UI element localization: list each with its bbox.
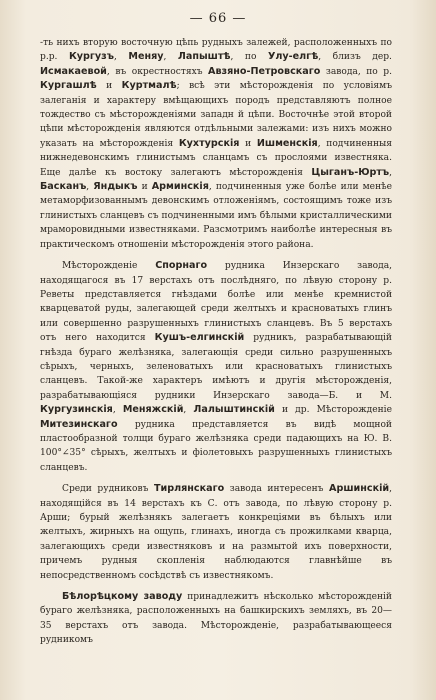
bold-place-name: Кургузинскія — [40, 404, 113, 416]
bold-place-name: Меняжскій — [122, 404, 184, 416]
text-run: , — [183, 405, 194, 416]
bold-place-name: Авзяно-Петровскаго — [208, 65, 321, 77]
bold-place-name: Кургашлѣ — [40, 80, 97, 92]
bold-place-name: Цыганъ-Юртъ — [311, 166, 390, 178]
text-run: , подчиненныя уже болѣе или менѣе метаморфизованнымъ девонскимъ отложеніямъ, состоящимъ тоже изъ глинистыхъ сланцевъ съ подчиненными имъ бѣлыми кристаллическими мраморовидными известняками. Разсмотримъ наиболѣе интересныя въ практическомъ отношеніи мѣсторожденія этого района. — [40, 182, 392, 250]
text-run: и — [137, 182, 152, 193]
paragraph-4 — [40, 590, 392, 648]
text-run: принадлежитъ нѣсколько мѣсторожденій бураго желѣзняка, расположенныхъ на башкирскихъ земляхъ, въ 20—35 верстахъ отъ завода. Мѣсторожденіе, разрабатывающееся рудникомъ — [40, 592, 392, 646]
bold-place-name: Исмакаевой — [40, 65, 107, 77]
text-run: , подчиненныя нижнедевонскимъ глинистымъ сланцамъ съ прослоями известняка. Еще далѣе къ востоку залегаютъ мѣсторожденія — [40, 138, 393, 178]
text-run: и — [96, 81, 122, 92]
bold-place-name: Кургузъ — [68, 51, 114, 63]
bold-place-name: Яндыкъ — [93, 181, 138, 193]
text-run: , въ окрестностяхъ — [106, 66, 209, 77]
text-run: рудникъ, разрабатывающій гнѣзда бураго желѣзняка, залегающія среди сильно разрушенныхъ сѣрыхъ, черныхъ, зеленоватыхъ или красноватыхъ глинистыхъ сланцевъ. Такой-же характеръ имѣютъ и другія мѣсторожденія, разрабатывающіяся рудники Инзерскаго завода—Б. и М. — [40, 333, 392, 401]
bold-place-name: Кухтурскія — [178, 137, 240, 149]
bold-place-name: Куртмалѣ — [121, 80, 177, 92]
text-run: завода, по р. — [320, 66, 392, 77]
text-run: , по — [230, 52, 268, 63]
text-run: , близъ дер. — [318, 52, 392, 63]
paragraph-2 — [40, 259, 392, 475]
text-run: , находящійся въ 14 верстахъ къ С. отъ завода, по лѣвую сторону р. Арши; бурый желѣзнякъ залегаетъ конкреціями въ бѣлыхъ или желтыхъ, жирныхъ на ощупь, глинахъ, иногда съ прожилками кварца, залегающихъ среди известняковъ и на размытой ихъ поверхности, причемъ рудныя скопленія наблюдаются главнѣйше въ непосредственномъ сосѣдствѣ съ известнякомъ. — [40, 484, 392, 581]
bold-place-name: Меняу — [128, 51, 164, 63]
page-number: — 66 — — [189, 11, 247, 26]
bold-place-name: Ишменскія — [256, 137, 318, 149]
text-run: рудника Инзерскаго завода, находящагося въ 17 верстахъ отъ послѣдняго, по лѣвую сторону р. Реветы представляется гнѣздами болѣе или менѣе кремнистой кварцеватой руды, залегающей среди желтыхъ и красноватыхъ глинъ или совершенно разрушенныхъ глинистыхъ сланцевъ. Въ 5 верстахъ отъ него находится — [40, 261, 393, 344]
text-run: Мѣсторожденіе — [62, 261, 156, 272]
text-run: , — [112, 405, 123, 416]
bold-place-name: Спорнаго — [155, 260, 208, 272]
text-run: завода интересенъ — [224, 484, 330, 495]
text-run: и др. Мѣсторожденіе — [274, 405, 392, 416]
text-run: и — [239, 138, 257, 149]
text-run: ; всѣ эти мѣсторожденія по условіямъ залеганія и характеру вмѣщающихъ породъ представляютъ полное тождество съ мѣсторожденіями западн й цѣпи. Восточнѣе этой второй цѣпи мѣсторожденія являются отдѣльными залежами: изъ нихъ можно указать на мѣсторожденія — [40, 81, 392, 149]
bold-place-name: Улу-елгѣ — [267, 51, 319, 63]
text-run: рудника представляется въ видѣ мощной пластообразной толщи бураго желѣзняка среди падающихъ на Ю. В. 100°∠35° сѣрыхъ, желтыхъ и фіолетовыхъ разрушенныхъ глинистыхъ сланцевъ. — [40, 419, 392, 473]
text-run: , — [389, 167, 392, 178]
bold-place-name: Тирлянскаго — [153, 483, 225, 495]
bold-place-name: Бѣлорѣцкому заводу — [62, 591, 183, 603]
text-run: , — [163, 52, 178, 63]
bold-place-name: Лалыштинскій — [193, 404, 275, 416]
text-run: , — [113, 52, 129, 63]
text-run: -ть нихъ вторую восточную цѣпь рудныхъ залежей, расположенныхъ по р.р. — [40, 38, 392, 63]
bold-place-name: Кушъ-елгинскій — [154, 332, 245, 344]
bold-place-name: Аршинскій — [329, 483, 390, 495]
bold-place-name: Басканъ — [40, 181, 87, 193]
page-body — [40, 36, 392, 648]
text-run: , — [86, 182, 94, 193]
bold-place-name: Митезинскаго — [40, 418, 118, 430]
bold-place-name: Арминскія — [151, 181, 209, 193]
text-run: Среди рудниковъ — [62, 484, 154, 495]
bold-place-name: Лапыштѣ — [177, 51, 231, 63]
paragraph-1 — [40, 36, 392, 252]
paragraph-3 — [40, 482, 392, 583]
